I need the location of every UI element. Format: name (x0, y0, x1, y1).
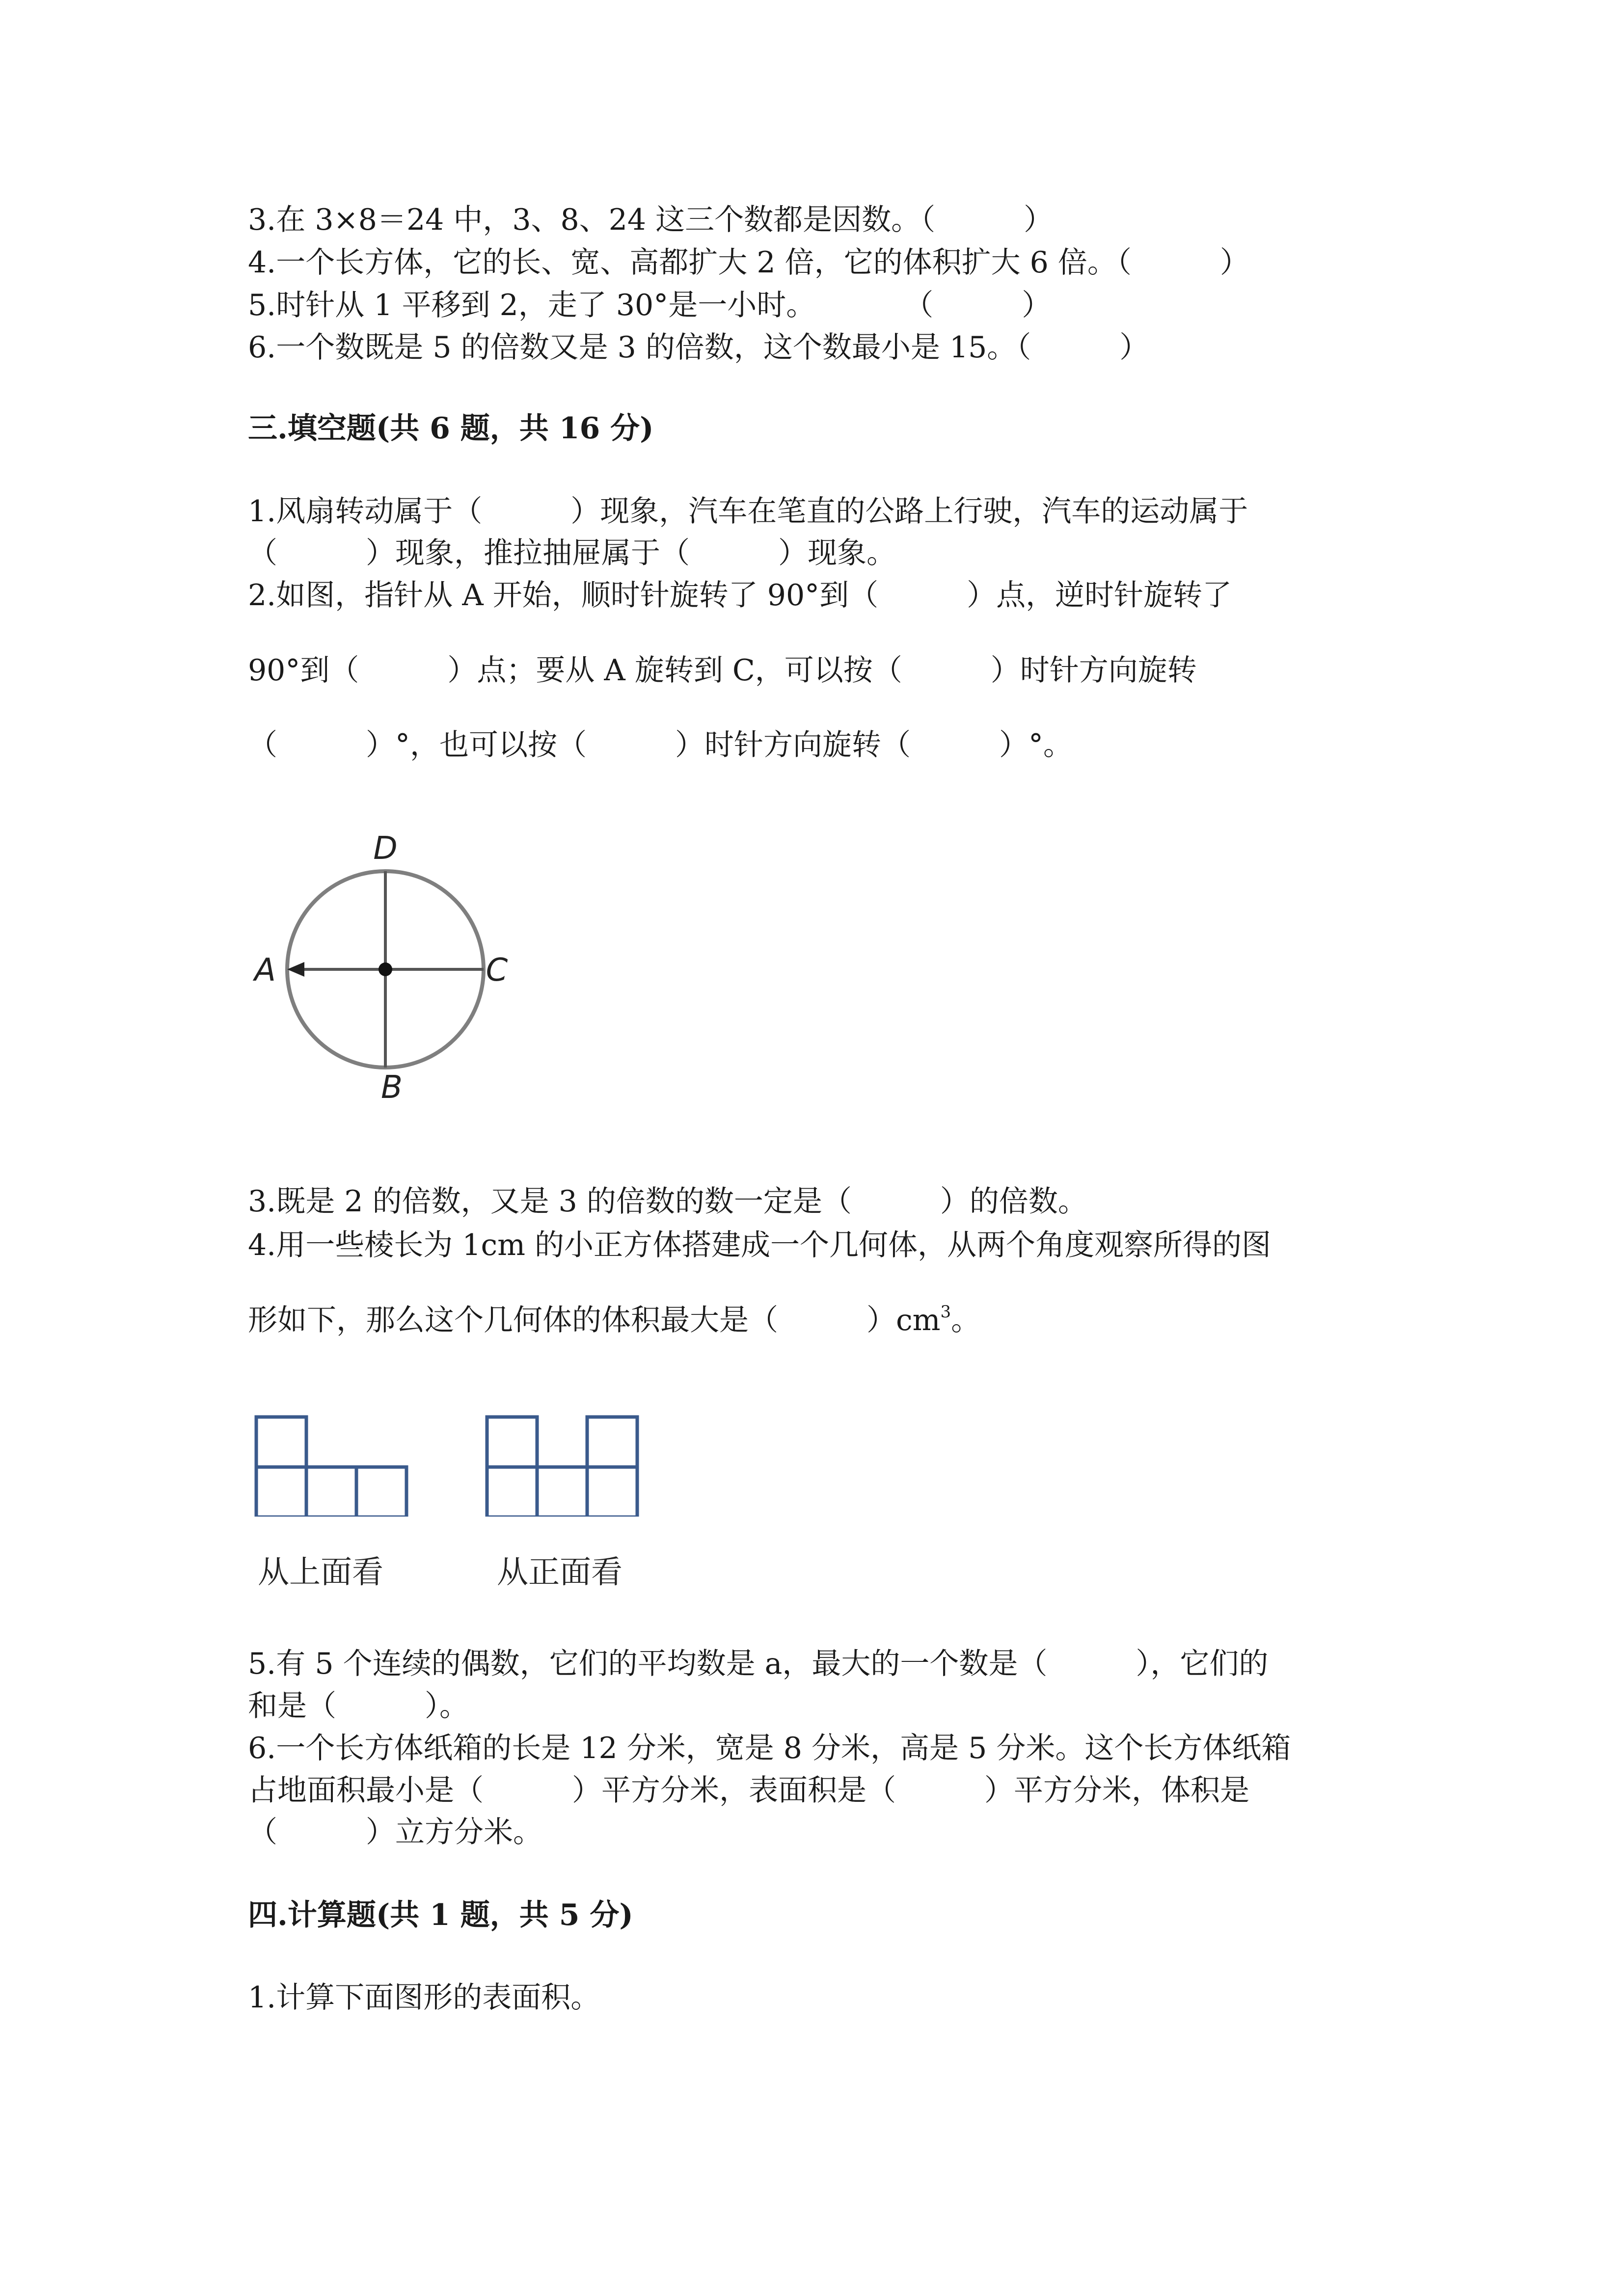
top-view-square (256, 1467, 306, 1517)
calc-q1: 1.计算下面图形的表面积。 (248, 1980, 600, 2015)
fill-q3: 3.既是 2 的倍数，又是 3 的倍数的数一定是（ ）的倍数。 (248, 1184, 1087, 1219)
section-heading-calc: 四.计算题(共 1 题，共 5 分) (248, 1898, 633, 1932)
section-heading-fill: 三.填空题(共 6 题，共 16 分) (248, 411, 654, 446)
clock-label-a: A (254, 952, 276, 988)
fill-q1-line1: 1.风扇转动属于（ ）现象，汽车在笔直的公路上行驶，汽车的运动属于 (248, 494, 1248, 529)
front-view-square (587, 1417, 637, 1467)
clock-label-d: D (373, 830, 398, 867)
superscript-three: 3 (940, 1302, 951, 1322)
judge-item-6: 6.一个数既是 5 的倍数又是 3 的倍数，这个数最小是 15。（ ） (248, 330, 1149, 365)
judge-item-4: 4.一个长方体，它的长、宽、高都扩大 2 倍，它的体积扩大 6 倍。（ ） (248, 245, 1249, 280)
top-view-square (256, 1417, 306, 1467)
fill-q5-line1: 5.有 5 个连续的偶数，它们的平均数是 a，最大的一个数是（ ），它们的 (248, 1647, 1269, 1681)
fill-q4-line2: 形如下，那么这个几何体的体积最大是（ ）$cm^3$。 (248, 1302, 981, 1337)
clock-label-c: C (486, 952, 508, 988)
front-view-diagram (484, 1414, 641, 1517)
clock-center-dot (379, 962, 392, 976)
fill-q6-line3: （ ）立方分米。 (248, 1815, 542, 1849)
front-view-square (487, 1467, 537, 1517)
front-view-caption: 从正面看 (497, 1554, 623, 1591)
pointer-arrowhead (287, 962, 304, 977)
front-view-square (487, 1417, 537, 1467)
front-view-square (587, 1467, 637, 1517)
front-view-square (537, 1467, 587, 1517)
judge-item-5: 5.时针从 1 平移到 2，走了 30°是一小时。 （ ） (248, 288, 1052, 322)
top-view-diagram (253, 1414, 410, 1517)
top-view-square (306, 1467, 356, 1517)
fill-q2-line2: 90°到（ ）点；要从 A 旋转到 C，可以按（ ）时针方向旋转 (248, 653, 1197, 688)
top-view-caption: 从上面看 (258, 1554, 383, 1591)
fill-q6-line2: 占地面积最小是（ ）平方分米，表面积是（ ）平方分米，体积是 (248, 1773, 1249, 1808)
fill-q2-line1: 2.如图，指针从 A 开始，顺时针旋转了 90°到（ ）点，逆时针旋转了 (248, 578, 1232, 613)
fill-q5-line2: 和是（ ）。 (248, 1689, 469, 1723)
fill-q1-line2: （ ）现象，推拉抽屉属于（ ）现象。 (248, 536, 896, 570)
judge-item-3: 3.在 3×8＝24 中，3、8、24 这三个数都是因数。（ ） (248, 203, 1054, 237)
clock-label-b: B (381, 1069, 403, 1102)
clock-diagram (245, 827, 520, 1102)
fill-q6-line1: 6.一个长方体纸箱的长是 12 分米，宽是 8 分米，高是 5 分米。这个长方体纸箱 (248, 1731, 1291, 1765)
fill-q4-line1: 4.用一些棱长为 1cm 的小正方体搭建成一个几何体，从两个角度观察所得的图 (248, 1228, 1272, 1262)
fill-q2-line3: （ ）°，也可以按（ ）时针方向旋转（ ）°。 (248, 728, 1073, 762)
top-view-square (356, 1467, 406, 1517)
